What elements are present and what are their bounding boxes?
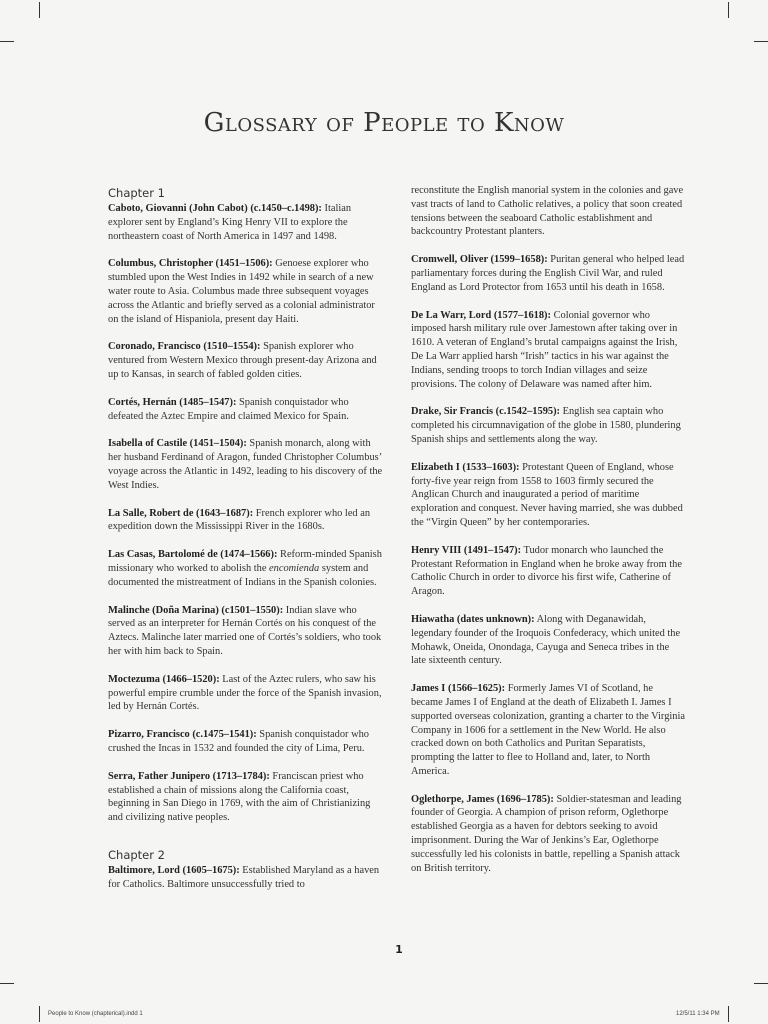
glossary-entry	[108, 437, 383, 492]
glossary-entry	[108, 257, 383, 326]
right-column-entries	[411, 184, 686, 875]
right-column	[411, 184, 686, 889]
glossary-entry	[108, 507, 383, 535]
entry-definition: Genoese explorer who stumbled upon the West Indies in 1492 while in search of a new water route to Asia. Columbus made three subsequent voyages across the Atlantic and briefly served as a colonial administrator on the island of Hispaniola, present day Haiti.	[108, 258, 375, 325]
entry-term: Columbus, Christopher (1451–1506):	[108, 258, 273, 270]
crop-mark	[728, 2, 729, 18]
crop-mark	[754, 983, 768, 984]
chapter-2-entries	[108, 864, 383, 892]
glossary-entry	[411, 309, 686, 392]
glossary-entry	[411, 682, 686, 779]
glossary-entry	[411, 793, 686, 876]
entry-definition: Colonial governor who imposed harsh military rule over Jamestown after taking over in 1610. A veteran of England’s brutal campaigns against the Irish, De La Warr applied harsh “Irish” tactics in his war against the Indians, sending troops to torch Indian villages and seize provisions. The colony of Delaware was named after him.	[411, 309, 678, 390]
entry-definition: Indian slave who served as an interpreter for Hernán Cortés on his conquest of the Aztecs. Malinche later married one of Cortés’s soldiers, who took her with him back to Spain.	[108, 604, 382, 657]
glossary-entry	[108, 340, 383, 381]
entry-term: Serra, Father Junipero (1713–1784):	[108, 770, 270, 782]
entry-definition: Protestant Queen of England, whose forty-five year reign from 1558 to 1603 firmly secured the Anglican Church and inaugurated a period of maritime exploration and conquest. Never having married, she was dubbed the “Virgin Queen” by her contemporaries.	[411, 461, 683, 528]
entry-definition: Along with Deganawidah, legendary founder of the Iroquois Confederacy, which united the Mohawk, Oneida, Onondaga, Cayuga and Seneca tribes in the late sixteenth century.	[411, 613, 681, 667]
glossary-entry	[411, 544, 686, 599]
chapter-1-entries	[108, 202, 383, 825]
glossary-entry	[108, 202, 383, 243]
crop-mark	[39, 2, 40, 18]
entry-term: Cortés, Hernán (1485–1547):	[108, 396, 237, 408]
entry-definition: system and documented the mistreatment of Indians in the Spanish colonies.	[108, 562, 377, 588]
glossary-entry	[108, 396, 383, 424]
entry-definition: Spanish conquistador who defeated the Aztec Empire and claimed Mexico for Spain.	[108, 396, 349, 422]
glossary-entry	[108, 548, 383, 589]
entry-italic-term: encomienda	[269, 562, 320, 574]
entry-term: La Salle, Robert de (1643–1687):	[108, 507, 254, 519]
crop-mark	[39, 1006, 40, 1022]
glossary-entry	[108, 673, 383, 714]
glossary-entry	[411, 253, 686, 294]
file-slug: People to Know (chapterical).indd 1	[48, 1011, 143, 1017]
entry-term: Isabella of Castile (1451–1504):	[108, 438, 247, 450]
entry-definition: reconstitute the English manorial system in the colonies and gave vast tracts of land to Catholic relatives, a policy that soon created tensions between the seaboard Catholic establishment and backcountry Protestant planters.	[411, 185, 684, 238]
entry-term: James I (1566–1625):	[411, 683, 506, 695]
entry-term: Drake, Sir Francis (c.1542–1595):	[411, 406, 561, 418]
glossary-entry	[108, 770, 383, 825]
entry-term: De La Warr, Lord (1577–1618):	[411, 309, 551, 321]
entry-term: Caboto, Giovanni (John Cabot) (c.1450–c.1498):	[108, 203, 322, 214]
entry-definition: Spanish monarch, along with her husband Ferdinand of Aragon, funded Christopher Columbus’ voyage across the Atlantic in 1492, leading to his discovery of the West Indies.	[108, 438, 383, 491]
entry-definition: Puritan general who helped lead parliamentary forces during the English Civil War, and ruled England as Lord Protector from 1653 until his death in 1658.	[411, 254, 685, 293]
glossary-entry	[411, 461, 686, 530]
entry-definition: French explorer who led an expedition down the Mississippi River in the 1680s.	[108, 507, 371, 533]
page-number: 1	[395, 943, 403, 956]
entry-term: Hiawatha (dates unknown):	[411, 613, 535, 625]
entry-term: Baltimore, Lord (1605–1675):	[108, 864, 240, 876]
entry-term: Moctezuma (1466–1520):	[108, 673, 220, 685]
entry-term: Elizabeth I (1533–1603):	[411, 461, 520, 473]
glossary-entry	[108, 864, 383, 892]
entry-term: Pizarro, Francisco (c.1475–1541):	[108, 729, 257, 741]
glossary-entry	[108, 604, 383, 659]
chapter-heading: Chapter 2	[108, 847, 165, 862]
glossary-entry	[411, 405, 686, 446]
entry-term: Malinche (Doña Marina) (c1501–1550):	[108, 604, 284, 616]
entry-definition: Spanish conquistador who crushed the Incas in 1532 and founded the city of Lima, Peru.	[108, 729, 369, 754]
entry-definition: Franciscan priest who established a chain of missions along the California coast, beginning in San Diego in 1769, with the aim of Christianizing and civilizing native peoples.	[108, 770, 371, 824]
entry-definition: Spanish explorer who ventured from Western Mexico through present-day Arizona and up to Kansas, in search of fabled golden cities.	[108, 341, 377, 380]
crop-mark	[754, 41, 768, 42]
crop-mark	[0, 983, 14, 984]
entry-term: Coronado, Francisco (1510–1554):	[108, 341, 261, 353]
entry-term: Las Casas, Bartolomé de (1474–1566):	[108, 549, 278, 561]
glossary-entry	[411, 184, 686, 239]
entry-definition: Tudor monarch who launched the Protestant Reformation in England when he broke away from the Catholic Church in order to divorce his first wife, Catherine of Aragon.	[411, 544, 682, 598]
entry-definition: Formerly James VI of Scotland, he became James I of England at the death of Elizabeth I. James I supported overseas colonization, granting a charter to the Virginia Company in 1606 for a settlement in the New World. He also cracked down on both Catholics and Puritan Separatists, prompting the latter to flee to Holland and, later, to North America.	[411, 683, 685, 777]
chapter-heading: Chapter 1	[108, 186, 165, 200]
entry-definition: Established Maryland as a haven for Catholics. Baltimore unsuccessfully tried to	[108, 864, 380, 890]
crop-mark	[728, 1006, 729, 1022]
entry-definition: Reform-minded Spanish missionary who worked to abolish the	[108, 549, 382, 574]
entry-definition: Last of the Aztec rulers, who saw his powerful empire crumble under the force of the Spanish invasion, led by Hernán Cortés.	[108, 673, 382, 713]
entry-definition: English sea captain who completed his circumnavigation of the globe in 1580, plundering Spanish ships and settlements along the way.	[411, 406, 681, 445]
entry-term: Henry VIII (1491–1547):	[411, 544, 522, 556]
page-title: Glossary of People to Know	[203, 108, 565, 138]
entry-definition: Soldier-statesman and leading founder of Georgia. A champion of prison reform, Oglethorpe established Georgia as a haven for debtors seeking to avoid imprisonment. During the War of Jenkins’s Ear, Oglethorpe successfully led his colonists in battle, repelling a Spanish attack on British territory.	[411, 793, 682, 874]
entry-term: Cromwell, Oliver (1599–1658):	[411, 254, 548, 266]
entry-term: Oglethorpe, James (1696–1785):	[411, 793, 554, 805]
timestamp-slug: 12/5/11 1:34 PM	[676, 1011, 720, 1017]
entry-definition: Italian explorer sent by England’s King Henry VII to explore the northeastern coast of North America in 1497 and 1498.	[108, 203, 352, 242]
glossary-entry	[108, 728, 383, 756]
left-column	[108, 186, 383, 905]
crop-mark	[0, 41, 14, 42]
glossary-entry	[411, 613, 686, 668]
